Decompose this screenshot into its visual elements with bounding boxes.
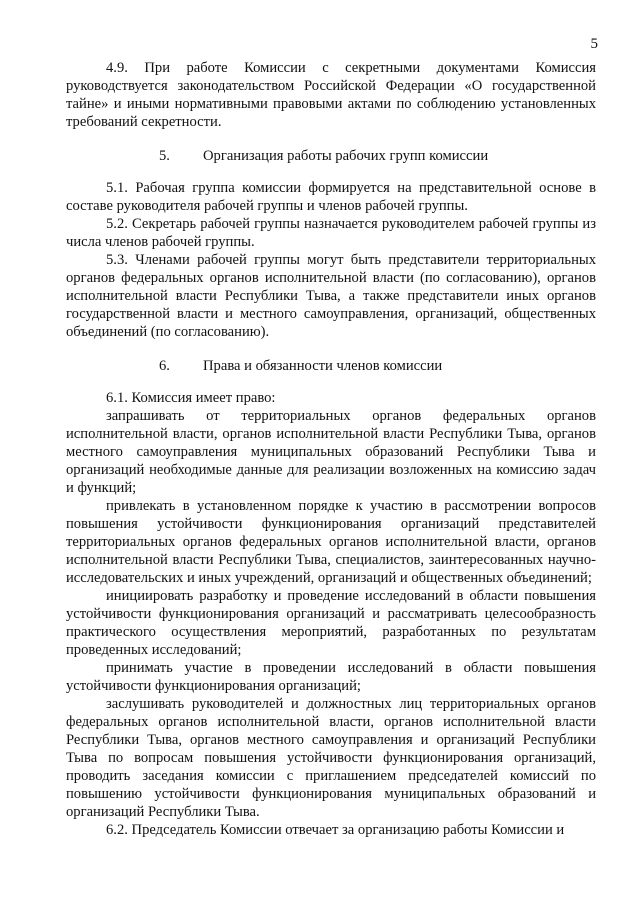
section-6-number: 6.	[159, 358, 170, 374]
right-item-initiate-research: инициировать разработку и проведение исследований в области повышения устойчивости функционирования организаций и рассматривать целесообразность практического осуществления мероприятий, разработанных по результатам проведенных исследований;	[66, 588, 596, 658]
paragraph-4-9: 4.9. При работе Комиссии с секретными документами Комиссия руководствуется законодательством Российской Федерации «О государственной тайне» и иными нормативными правовыми актами по соблюдению установленных требований секретности.	[66, 60, 596, 130]
section-5-number: 5.	[159, 148, 170, 164]
paragraph-6-1: 6.1. Комиссия имеет право:	[106, 390, 276, 406]
paragraph-5-1: 5.1. Рабочая группа комиссии формируется на представительной основе в составе руководителя рабочей группы и членов рабочей группы.	[66, 180, 596, 214]
right-item-participate-research: принимать участие в проведении исследований в области повышения устойчивости функционирования организаций;	[66, 660, 596, 694]
right-item-hear-officials: заслушивать руководителей и должностных лиц территориальных органов федеральных органов исполнительной власти, органов исполнительной власти Республики Тыва, органов местного самоуправления и организаций Республики Тыва по вопросам повышения устойчивости функционирования организаций, проводить заседания комиссии с приглашением председателей комиссий по повышению устойчивости функционирования муниципальных образований и организаций Республики Тыва.	[66, 696, 596, 820]
document-body	[66, 59, 596, 839]
paragraph-5-2: 5.2. Секретарь рабочей группы назначается руководителем рабочей группы из числа членов рабочей группы.	[66, 216, 596, 250]
right-item-involve-representatives: привлекать в установленном порядке к участию в рассмотрении вопросов повышения устойчивости функционирования организаций представителей территориальных органов федеральных органов исполнительной власти, органов исполнительной власти Республики Тыва, специалистов, заинтересованных научно-исследовательских и иных учреждений, организаций и общественных объединений;	[66, 498, 596, 586]
page-number: 5	[590, 36, 598, 52]
right-item-request-data: запрашивать от территориальных органов федеральных органов исполнительной власти, органов исполнительной власти Республики Тыва, органов местного самоуправления муниципальных образований Республики Тыва и организаций необходимые данные для реализации возложенных на комиссию задач и функций;	[66, 408, 596, 496]
paragraph-6-2: 6.2. Председатель Комиссии отвечает за организацию работы Комиссии и	[106, 822, 565, 838]
section-5-title: Организация работы рабочих групп комиссии	[203, 148, 489, 164]
section-5-heading	[66, 147, 596, 165]
paragraph-5-3: 5.3. Членами рабочей группы могут быть представители территориальных органов федеральных органов исполнительной власти (по согласованию), органов исполнительной власти Республики Тыва, а также представители иных органов государственной власти и местного самоуправления, организаций, общественных объединений (по согласованию).	[66, 252, 596, 340]
section-6-heading	[66, 357, 596, 375]
section-6-title: Права и обязанности членов комиссии	[203, 358, 443, 374]
